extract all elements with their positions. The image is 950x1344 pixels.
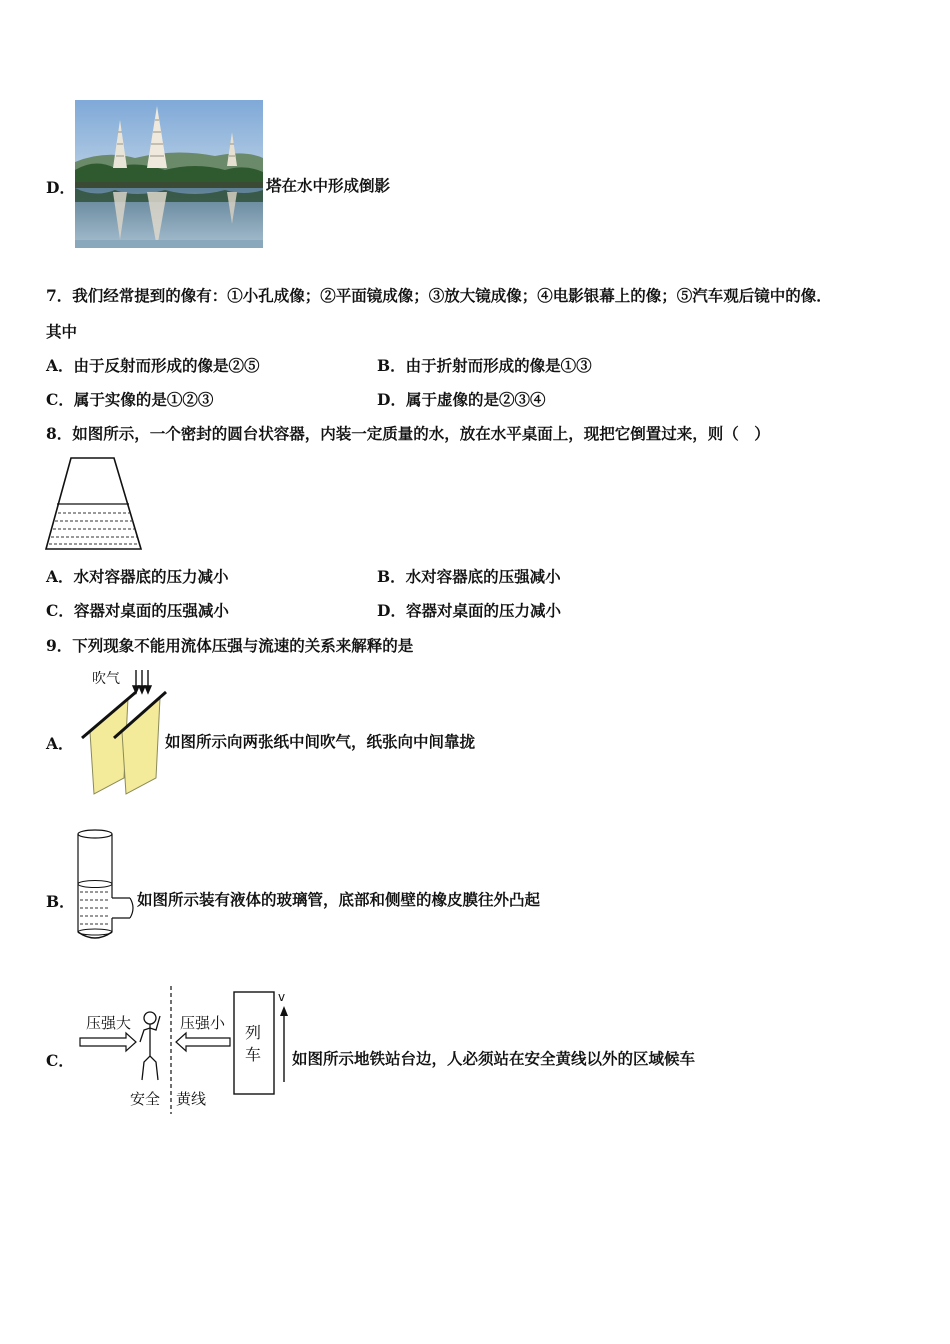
q8-option-b[interactable]	[377, 567, 561, 587]
option-label: D．	[377, 390, 406, 409]
velocity-label: v	[278, 990, 286, 1004]
option-label: B．	[377, 356, 406, 375]
option-label: D．	[377, 601, 406, 620]
option-label: A．	[46, 356, 74, 375]
yellow-line-label: 黄线	[176, 1090, 207, 1108]
option-text: 容器对桌面的压力减小	[405, 601, 561, 620]
q7-option-c[interactable]	[46, 390, 213, 410]
option-text: 属于实像的是①②③	[73, 390, 214, 409]
option-label: C．	[46, 601, 74, 620]
blow-label: 吹气	[92, 671, 120, 687]
blowing-paper-figure	[76, 666, 168, 796]
q9-option-a-text: 如图所示向两张纸中间吹气，纸张向中间靠拢	[165, 732, 476, 751]
option-label: A．	[46, 567, 74, 586]
low-pressure-label: 压强小	[180, 1014, 226, 1032]
q8-stem: 8．如图所示，一个密封的圆台状容器，内装一定质量的水，放在水平桌面上，现把它倒置过来，则（ ）	[46, 424, 770, 443]
train-label-2: 车	[245, 1045, 262, 1064]
q7-stem-line2: 其中	[46, 322, 78, 341]
option-text: 容器对桌面的压强减小	[73, 601, 229, 620]
pagoda-reflection-photo	[75, 100, 263, 248]
q8-option-a[interactable]	[46, 567, 229, 587]
q7-option-d[interactable]	[377, 390, 545, 410]
option-label: B．	[377, 567, 406, 586]
option-text: 水对容器底的压力减小	[73, 567, 229, 586]
q9-option-b-text: 如图所示装有液体的玻璃管，底部和侧壁的橡皮膜往外凸起	[137, 890, 541, 909]
option-text: 属于虚像的是②③④	[405, 390, 546, 409]
q8-option-d[interactable]	[377, 601, 561, 621]
q6-option-d-text: 塔在水中形成倒影	[266, 176, 391, 195]
q6-option-d-label: D．	[46, 178, 75, 197]
q7-option-b[interactable]	[377, 356, 592, 376]
option-text: 水对容器底的压强减小	[405, 567, 561, 586]
frustum-container-figure	[44, 456, 144, 552]
glass-tube-figure	[74, 828, 136, 944]
q9-option-c-text: 如图所示地铁站台边，人必须站在安全黄线以外的区域候车	[292, 1049, 696, 1068]
option-label: C．	[46, 390, 74, 409]
option-text: 由于反射而形成的像是②⑤	[73, 356, 260, 375]
q7-option-a[interactable]	[46, 356, 260, 376]
q9-option-c-label[interactable]: C．	[46, 1051, 74, 1070]
subway-platform-figure	[78, 986, 293, 1114]
high-pressure-label: 压强大	[86, 1014, 132, 1032]
q9-option-b-label[interactable]: B．	[46, 892, 75, 911]
q8-option-c[interactable]	[46, 601, 229, 621]
q9-option-a-label[interactable]: A．	[46, 734, 74, 753]
q9-stem: 9．下列现象不能用流体压强与流速的关系来解释的是	[46, 636, 414, 655]
option-text: 由于折射而形成的像是①③	[405, 356, 592, 375]
safe-label: 安全	[130, 1090, 161, 1108]
q7-stem-line1: 7．我们经常提到的像有：①小孔成像；②平面镜成像；③放大镜成像；④电影银幕上的像；⑤汽车观后镜中的像．	[46, 286, 832, 305]
train-label-1: 列	[245, 1023, 262, 1042]
